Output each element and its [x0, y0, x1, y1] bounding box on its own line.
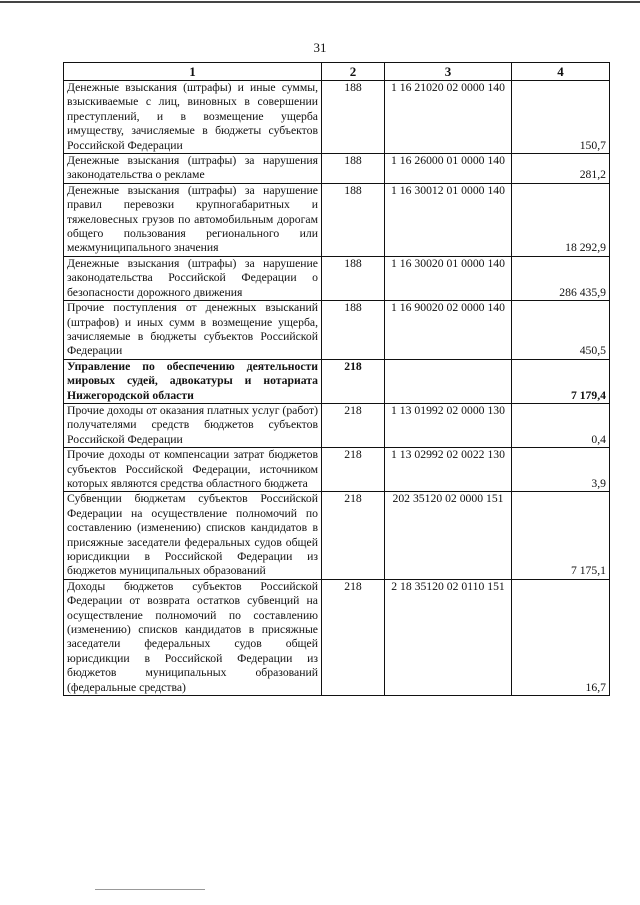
- table-row: [64, 492, 610, 579]
- row-revenue-code-cell: 202 35120 02 0000 151: [385, 492, 512, 579]
- row-amount-cell: 450,5: [512, 301, 610, 360]
- row-revenue-code-cell: 1 16 90020 02 0000 140: [385, 301, 512, 360]
- row-admin-code-cell: 188: [322, 183, 385, 256]
- table-header-row: [64, 63, 610, 81]
- row-admin-code-cell: 218: [322, 492, 385, 579]
- row-revenue-code-cell: 1 16 30012 01 0000 140: [385, 183, 512, 256]
- row-amount-cell: 7 179,4: [512, 359, 610, 403]
- table-row: [64, 448, 610, 492]
- table-row: [64, 256, 610, 300]
- row-admin-code-cell: 188: [322, 154, 385, 184]
- column-header-1: 1: [64, 63, 322, 81]
- row-revenue-code-cell: 1 16 30020 01 0000 140: [385, 256, 512, 300]
- row-admin-code-cell: 188: [322, 81, 385, 154]
- row-name-cell: Прочие доходы от оказания платных услуг (работ) получателями средств бюджетов субъектов Российской Федерации: [64, 403, 322, 447]
- table-row: [64, 154, 610, 184]
- table-body: [64, 81, 610, 696]
- row-amount-cell: 150,7: [512, 81, 610, 154]
- row-admin-code-cell: 218: [322, 403, 385, 447]
- row-amount-cell: 0,4: [512, 403, 610, 447]
- table-row: [64, 359, 610, 403]
- row-admin-code-cell: 218: [322, 359, 385, 403]
- table-row: [64, 301, 610, 360]
- page-number: 31: [313, 40, 327, 55]
- row-name-cell: Денежные взыскания (штрафы) за нарушения законодательства о рекламе: [64, 154, 322, 184]
- row-amount-cell: 3,9: [512, 448, 610, 492]
- revenue-table: [63, 62, 610, 696]
- row-name-cell: Субвенции бюджетам субъектов Российской Федерации на осуществление полномочий по составлению (изменению) списков кандидатов в присяжные заседатели федеральных судов общей юрисдикции в Российской Федерации из бюджетов муниципальных образований: [64, 492, 322, 579]
- row-name-cell: Денежные взыскания (штрафы) и иные суммы, взыскиваемые с лиц, виновных в совершении преступлений, и в возмещение ущерба имуществу, зачисляемые в бюджеты субъектов Российской Федерации: [64, 81, 322, 154]
- row-amount-cell: 281,2: [512, 154, 610, 184]
- row-name-cell: Прочие поступления от денежных взысканий (штрафов) и иных сумм в возмещение ущерба, зачисляемые в бюджеты субъектов Российской Федерации: [64, 301, 322, 360]
- scan-top-edge: [0, 1, 640, 3]
- row-name-cell: Доходы бюджетов субъектов Российской Федерации от возврата остатков субвенций на осуществление полномочий по составлению (изменению) списков кандидатов в присяжные заседатели федеральных судов общей юрисдикции в Российской Федерации из бюджетов муниципальных образований (федеральные средства): [64, 579, 322, 695]
- row-admin-code-cell: 218: [322, 579, 385, 695]
- row-amount-cell: 7 175,1: [512, 492, 610, 579]
- column-header-4: 4: [512, 63, 610, 81]
- row-revenue-code-cell: 1 13 02992 02 0022 130: [385, 448, 512, 492]
- row-amount-cell: 16,7: [512, 579, 610, 695]
- table-row: [64, 403, 610, 447]
- row-amount-cell: 286 435,9: [512, 256, 610, 300]
- row-revenue-code-cell: 1 13 01992 02 0000 130: [385, 403, 512, 447]
- row-revenue-code-cell: [385, 359, 512, 403]
- row-name-cell: Денежные взыскания (штрафы) за нарушение правил перевозки крупногабаритных и тяжеловесных грузов по автомобильным дорогам общего пользования регионального или межмуниципального значения: [64, 183, 322, 256]
- row-revenue-code-cell: 1 16 26000 01 0000 140: [385, 154, 512, 184]
- row-revenue-code-cell: 2 18 35120 02 0110 151: [385, 579, 512, 695]
- row-admin-code-cell: 218: [322, 448, 385, 492]
- row-name-cell: Управление по обеспечению деятельности мировых судей, адвокатуры и нотариата Нижегородской области: [64, 359, 322, 403]
- table-row: [64, 183, 610, 256]
- row-amount-cell: 18 292,9: [512, 183, 610, 256]
- row-admin-code-cell: 188: [322, 301, 385, 360]
- row-name-cell: Денежные взыскания (штрафы) за нарушение законодательства Российской Федерации о безопасности дорожного движения: [64, 256, 322, 300]
- row-admin-code-cell: 188: [322, 256, 385, 300]
- column-header-2: 2: [322, 63, 385, 81]
- row-revenue-code-cell: 1 16 21020 02 0000 140: [385, 81, 512, 154]
- table-row: [64, 81, 610, 154]
- table-row: [64, 579, 610, 695]
- column-header-3: 3: [385, 63, 512, 81]
- footer-mark: [95, 889, 205, 890]
- row-name-cell: Прочие доходы от компенсации затрат бюджетов субъектов Российской Федерации, источником которых являются средства областного бюджета: [64, 448, 322, 492]
